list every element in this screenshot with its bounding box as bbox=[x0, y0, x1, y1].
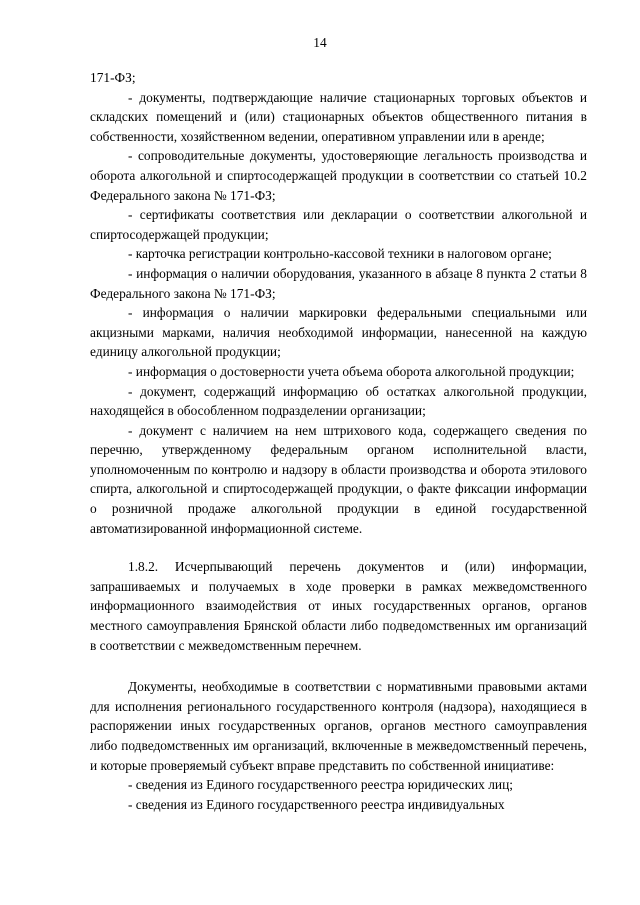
list-item-cash-register-card: - карточка регистрации контрольно-кассовой техники в налоговом органе; bbox=[128, 246, 552, 262]
section-1-8-2: 1.8.2. Исчерпывающий перечень документов и (или) информации, запрашиваемых и получаемых в ходе проверки в рамках межведомственного информационного взаимодействия от иных государственных органов, органов местного самоуправления Брянской области либо подведомственных им организаций в соответствии с межведомственным перечнем. bbox=[90, 559, 587, 653]
paragraph-law-reference: 171-ФЗ; bbox=[90, 70, 136, 85]
list-item-accounting-info: - информация о достоверности учета объема оборота алкогольной продукции; bbox=[128, 363, 575, 379]
list-item-barcode-document: - документ с наличием на нем штрихового кода, содержащего сведения по перечню, утвержденному федеральным органом исполнительной власти, уполномоченным по контролю и надзору в области производства и оборота этилового спирта, алкогольной и спиртосодержащей продукции, о факте фиксации информации о розничной продаже алкогольной продукции в единой государственной автоматизированной информационной системе. bbox=[90, 422, 587, 536]
page-number: 14 bbox=[313, 35, 327, 50]
list-item-equipment-info: - информация о наличии оборудования, указанного в абзаце 8 пункта 2 статьи 8 Федерального закона № 171-ФЗ; bbox=[90, 265, 587, 301]
list-item-ownership-documents: - документы, подтверждающие наличие стационарных торговых объектов и складских помещений и (или) стационарных объектов общественного питания в собственности, хозяйственном ведении, оперативном управлении или в аренде; bbox=[90, 89, 587, 144]
paragraph-interagency-documents: Документы, необходимые в соответствии с нормативными правовыми актами для исполнения регионального государственного контроля (надзора), находящиеся в распоряжении иных государственных органов, органов местного самоуправления либо подведомственных им организаций, включенные в межведомственный перечень, и которые проверяемый субъект вправе представить по собственной инициативе: bbox=[90, 679, 587, 773]
list-item-marking-info: - информация о наличии маркировки федеральными специальными или акцизными марками, наличия необходимой информации, нанесенной на каждую единицу алкогольной продукции; bbox=[90, 305, 587, 360]
list-item-accompanying-documents: - сопроводительные документы, удостоверяющие легальность производства и оборота алкогольной и спиртосодержащей продукции в соответствии со статьей 10.2 Федерального закона № 171-ФЗ; bbox=[90, 148, 587, 203]
list-item-egrip: - сведения из Единого государственного реестра индивидуальных bbox=[128, 796, 505, 812]
page-content bbox=[90, 68, 587, 814]
list-item-certificates: - сертификаты соответствия или декларации о соответствии алкогольной и спиртосодержащей продукции; bbox=[90, 207, 587, 242]
list-item-egrul: - сведения из Единого государственного реестра юридических лиц; bbox=[128, 777, 513, 793]
list-item-stock-document: - документ, содержащий информацию об остатках алкогольной продукции, находящейся в обособленном подразделении организации; bbox=[90, 383, 587, 419]
